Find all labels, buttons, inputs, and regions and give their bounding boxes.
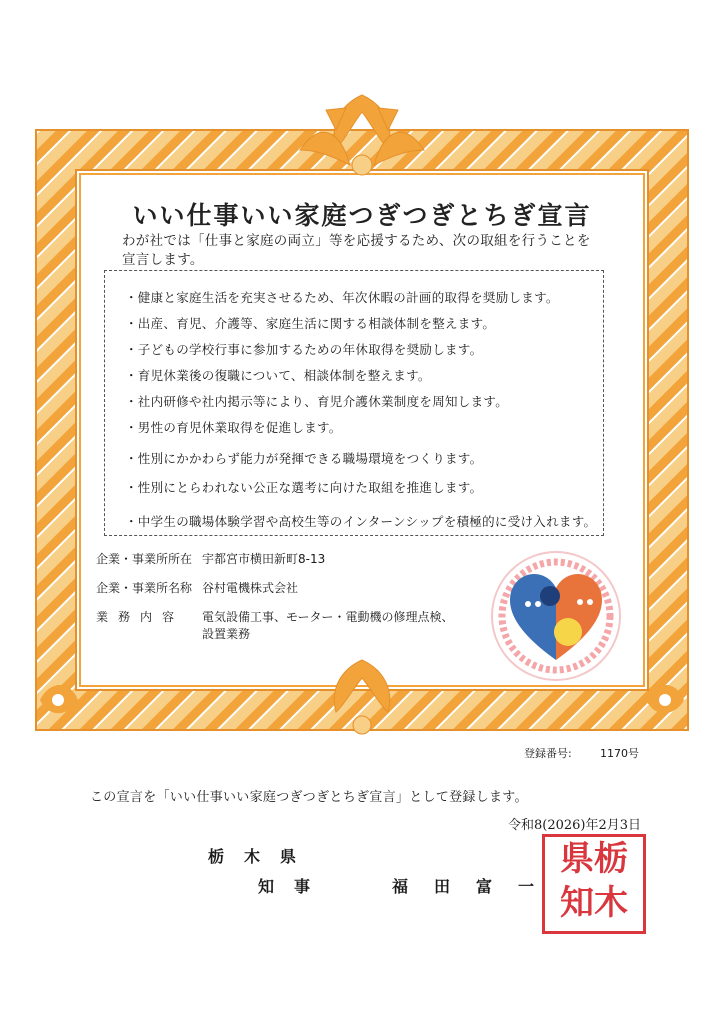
name-label: 企業・事業所名称 (96, 581, 193, 595)
declaration-text: この宣言を「いい仕事いい家庭つぎつぎとちぎ宣言」として登録します。 (90, 790, 528, 805)
address-label: 企業・事業所所在 (96, 552, 193, 566)
measure-item: ・健康と家庭生活を充実させるため、年次休暇の計画的取得を奨励します。 (125, 290, 559, 305)
business-value: 電気設備工事、モーター・電動機の修理点検、 (202, 610, 454, 624)
address-value: 宇都宮市横田新町8-13 (202, 552, 326, 566)
measure-item: ・育児休業後の復職について、相談体制を整えます。 (125, 368, 431, 383)
name-value: 谷村電機株式会社 (202, 581, 299, 595)
measures-box (104, 270, 604, 536)
prefecture-name: 栃木県 (208, 847, 317, 866)
campaign-logo (488, 548, 624, 684)
seal-line: 県栃 (560, 839, 628, 879)
business-row (96, 608, 454, 625)
measure-item: ・社内研修や社内掲示等により、育児介護休業制度を周知します。 (125, 394, 509, 409)
business-label: 業務内容 (96, 610, 185, 624)
intro-text: わが社では「仕事と家庭の両立」等を応援するため、次の取組を行うことを宣言します。 (122, 233, 591, 268)
business-row-cont (202, 625, 250, 642)
measure-item: ・男性の育児休業取得を促進します。 (125, 420, 342, 435)
governor-name: 福田富一 (392, 877, 561, 896)
heart-logo-icon (488, 548, 624, 684)
measure-item: ・中学生の職場体験学習や高校生等のインターンシップを積極的に受け入れます。 (125, 514, 597, 529)
measure-item: ・子どもの学校行事に参加するための年休取得を奨励します。 (125, 342, 483, 357)
company-address-row (96, 550, 325, 567)
measure-item: ・性別にかかわらず能力が発揮できる職場環境をつくります。 (125, 451, 483, 466)
measure-item: ・出産、育児、介護等、家庭生活に関する相談体制を整えます。 (125, 316, 496, 331)
measure-item: ・性別にとらわれない公正な選考に向けた取組を推進します。 (125, 480, 483, 495)
company-name-row (96, 579, 298, 596)
seal-line: 知木 (560, 883, 628, 923)
issue-date: 令和8(2026)年2月3日 (508, 818, 642, 833)
governor-title: 知事 (258, 877, 331, 896)
official-seal (542, 834, 646, 934)
registration-label: 登録番号: (524, 747, 572, 760)
registration-number: 1170号 (600, 747, 639, 760)
certificate-title: いい仕事いい家庭つぎつぎとちぎ宣言 (132, 201, 592, 230)
business-value-2: 設置業務 (202, 627, 251, 641)
